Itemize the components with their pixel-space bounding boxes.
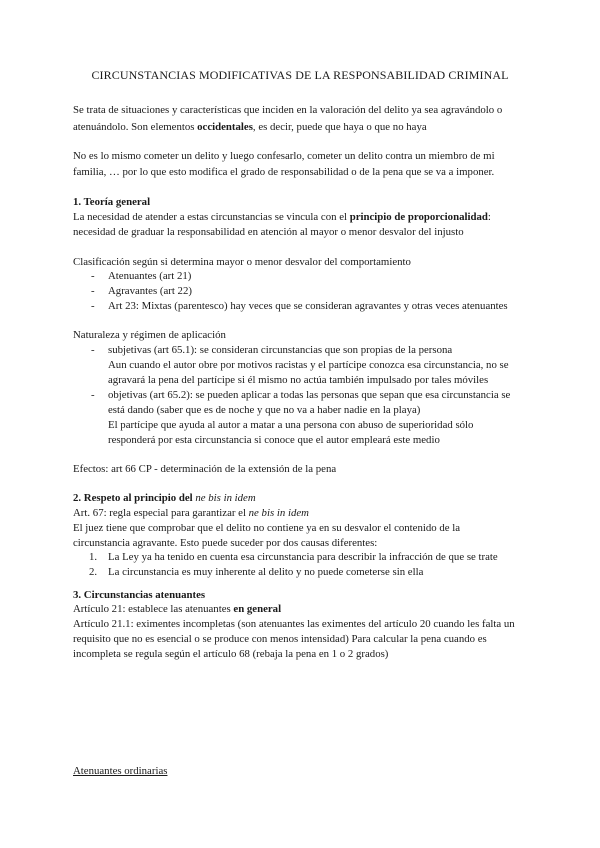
section-2-heading-italic: ne bis in idem	[195, 492, 256, 504]
text: Artículo 21: establece las atenuantes	[73, 603, 234, 615]
objetivas-line-1: objetivas (art 65.2): se pueden aplicar a todas las personas que sepan que esa circunstancia se	[108, 389, 511, 401]
intro-bold-term: occidentales	[197, 121, 253, 133]
intro-line-2	[73, 120, 427, 135]
list-dash: -	[91, 285, 95, 297]
section-3-heading-text: 3. Circunstancias atenuantes	[73, 589, 206, 601]
list-item: Art 23: Mixtas (parentesco) hay veces que se consideran agravantes y otras veces atenuantes	[108, 300, 508, 312]
section-1-heading-text: 1. Teoría general	[73, 196, 151, 208]
section-2-line-1	[73, 506, 309, 521]
naturaleza-label: Naturaleza y régimen de aplicación	[73, 329, 226, 341]
section-3-line-1	[73, 602, 281, 617]
subjetivas-line-3: agravará la pena del partícipe si él mismo no actúa también impulsado por tales móviles	[108, 374, 489, 386]
section-2-line-3: circunstancia agravante. Esto puede suceder por dos causas diferentes:	[73, 537, 378, 549]
section-2-heading	[73, 491, 256, 506]
intro-text: atenuándolo. Son elementos	[73, 121, 198, 133]
text: :	[487, 211, 491, 223]
efectos-line: Efectos: art 66 CP - determinación de la extensión de la pena	[73, 463, 337, 475]
list-number: 2.	[89, 566, 98, 578]
section-1-heading	[73, 195, 150, 210]
section-2-heading-text: 2. Respeto al principio del	[73, 492, 196, 504]
subjetivas-line-1: subjetivas (art 65.1): se consideran circunstancias que son propias de la persona	[108, 344, 453, 356]
text: La necesidad de atender a estas circunstancias se vincula con el	[73, 211, 350, 223]
section-3-line-3: requisito que no es esencial o se produce con menos intensidad) Para calcular la pena cuando es	[73, 633, 487, 645]
list-dash: -	[91, 389, 95, 401]
bold-term: principio de proporcionalidad	[349, 211, 488, 223]
para2-line-1: No es lo mismo cometer un delito y luego confesarlo, cometer un delito contra un miembro de mi	[73, 150, 495, 162]
list-number: 1.	[89, 551, 98, 563]
numbered-item: La circunstancia es muy inherente al delito y no puede cometerse sin ella	[108, 566, 424, 578]
section-2-line-2: El juez tiene que comprobar que el delito no contiene ya en su desvalor el contenido de la	[73, 522, 461, 534]
section-1-line-2: necesidad de graduar la responsabilidad en atención al mayor o menor desvalor del injusto	[73, 226, 464, 238]
intro-text: , es decir, puede que haya o que no haya	[252, 121, 427, 133]
numbered-item: La Ley ya ha tenido en cuenta esa circunstancia para describir la infracción de que se trate	[108, 551, 498, 563]
subjetivas-line-2: Aun cuando el autor obre por motivos racistas y el partícipe conozca esa circunstancia, no se	[108, 359, 509, 371]
atenuantes-ordinarias-heading: Atenuantes ordinarias	[73, 765, 168, 777]
text: Art. 67: regla especial para garantizar el	[73, 507, 249, 519]
section-3-heading	[73, 588, 205, 603]
para2-line-2: familia, … por lo que esto modifica el grado de responsabilidad o de la pena que se va a imponer.	[73, 166, 495, 178]
list-item: Agravantes (art 22)	[108, 285, 192, 297]
objetivas-line-2: está dando (saber que es de noche y que no va a haber nadie en la playa)	[108, 404, 421, 416]
list-dash: -	[91, 344, 95, 356]
list-dash: -	[91, 300, 95, 312]
objetivas-line-4: responderá por esta circunstancia si conoce que el autor empleará este medio	[108, 434, 440, 446]
section-3-line-4: incompleta se regula según el artículo 68 (rebaja la pena en 1 o 2 grados)	[73, 648, 389, 660]
section-1-line-1	[73, 210, 491, 225]
page-title: CIRCUNSTANCIAS MODIFICATIVAS DE LA RESPONSABILIDAD CRIMINAL	[91, 68, 509, 82]
list-item: Atenuantes (art 21)	[108, 270, 192, 282]
clasificacion-label: Clasificación según si determina mayor o menor desvalor del comportamiento	[73, 256, 411, 268]
section-3-line-2: Artículo 21.1: eximentes incompletas (son atenuantes las eximentes del artículo 20 cuando les falta un	[73, 618, 515, 630]
intro-line-1: Se trata de situaciones y características que inciden en la valoración del delito ya sea agravándolo o	[73, 104, 503, 116]
objetivas-line-3: El partícipe que ayuda al autor a matar a una persona con abuso de superioridad sólo	[108, 419, 474, 431]
list-dash: -	[91, 270, 95, 282]
italic-term: ne bis in idem	[248, 507, 309, 519]
bold-term: en general	[233, 603, 282, 615]
